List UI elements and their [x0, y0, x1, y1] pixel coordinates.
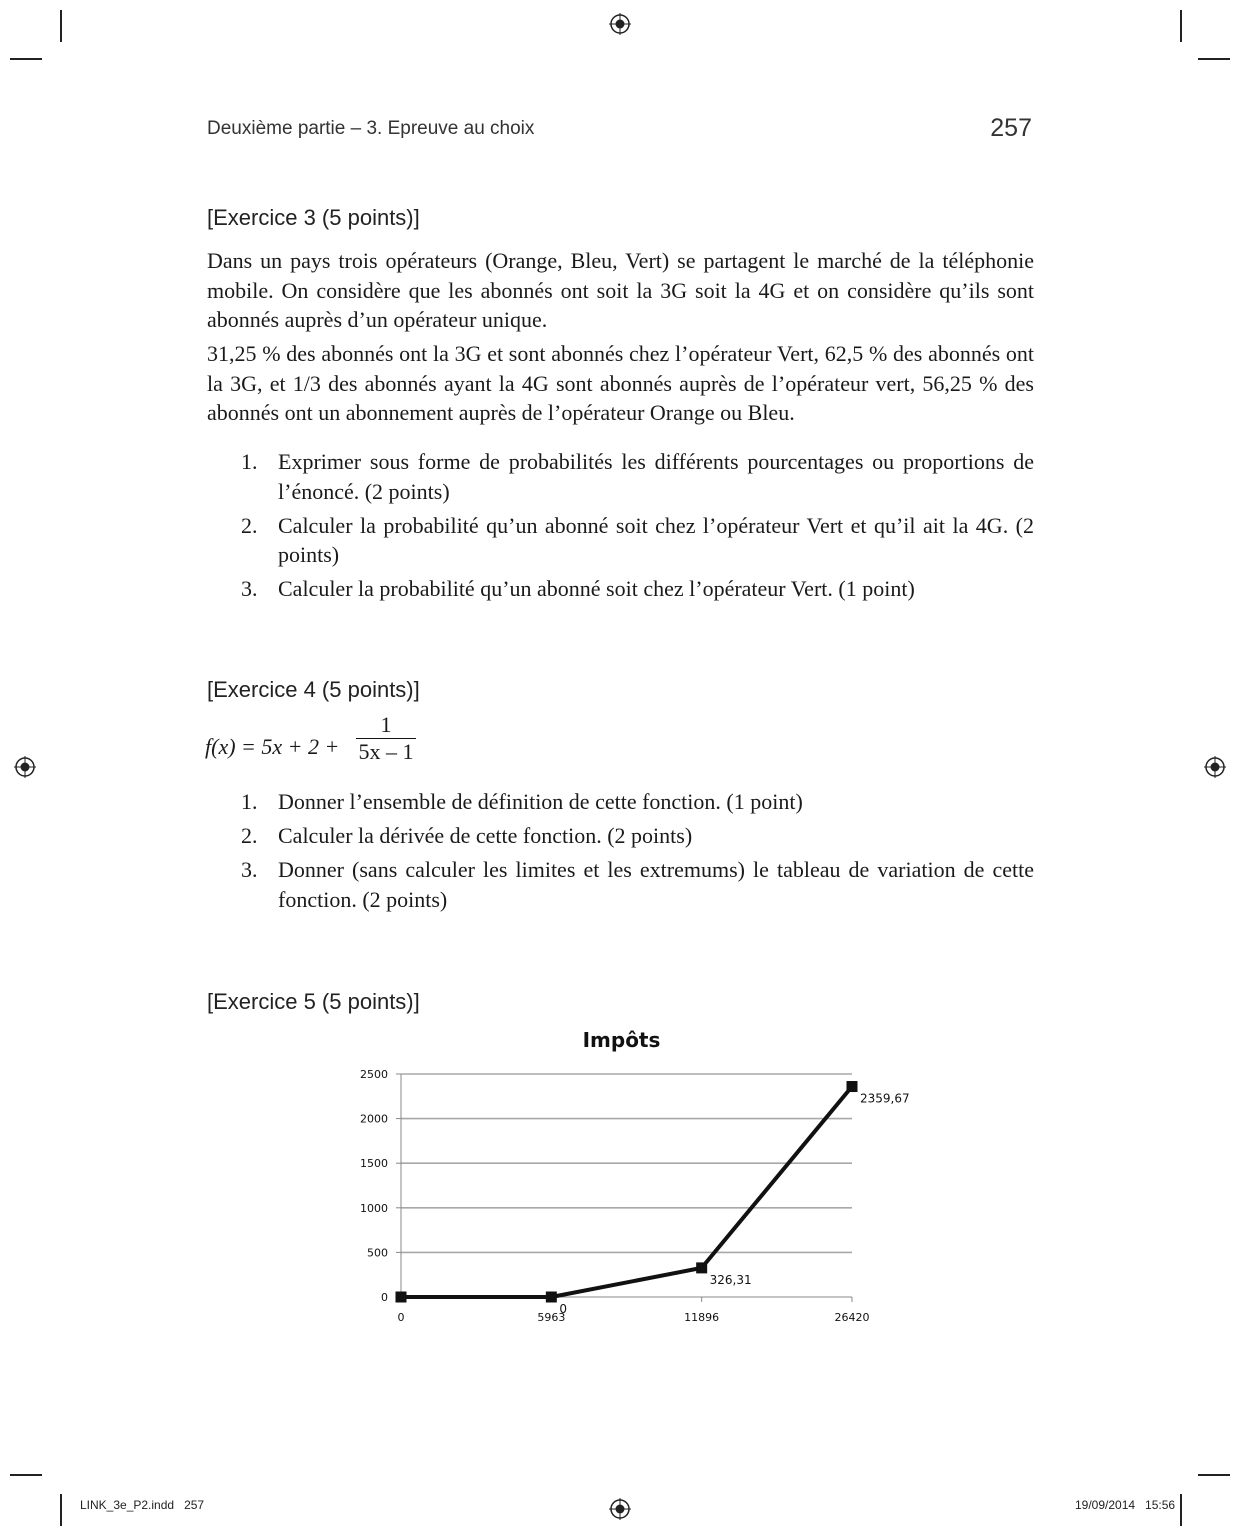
question-item — [207, 447, 1034, 506]
question-number: 3. — [241, 576, 258, 601]
question-text: Donner l’ensemble de définition de cette fonction. (1 point) — [278, 789, 803, 814]
formula-denominator: 5x – 1 — [358, 739, 414, 764]
data-label: 326,31 — [709, 1272, 752, 1287]
registration-mark-icon — [609, 13, 631, 35]
exercise-4-title: [Exercice 4 (5 points)] — [207, 677, 420, 702]
crop-mark — [1180, 10, 1182, 42]
page-number: 257 — [990, 114, 1032, 142]
question-item — [207, 821, 1034, 851]
formula-lhs: f(x) = 5x + 2 + — [205, 734, 340, 759]
question-number: 1. — [241, 789, 258, 814]
crop-mark — [60, 1494, 62, 1526]
registration-mark-icon — [1204, 756, 1226, 778]
y-tick-label: 2000 — [360, 1112, 388, 1126]
registration-mark-icon — [14, 756, 36, 778]
x-tick-label: 26420 — [834, 1311, 870, 1324]
registration-mark-icon — [609, 1498, 631, 1520]
crop-mark — [1198, 58, 1230, 60]
footer-file-name: LINK_3e_P2.indd 257 — [80, 1498, 205, 1512]
chart-title: Impôts — [582, 1028, 661, 1052]
exercise-4-questions — [207, 787, 1034, 919]
running-head: Deuxième partie – 3. Epreuve au choix — [207, 118, 535, 139]
function-formula — [205, 712, 465, 768]
impots-chart — [340, 1020, 910, 1340]
y-tick-label: 1000 — [360, 1201, 388, 1215]
crop-mark — [1198, 1474, 1230, 1476]
formula-fraction — [353, 712, 419, 765]
y-tick-label: 500 — [367, 1246, 388, 1260]
question-item — [207, 574, 1034, 604]
data-point-marker — [396, 1292, 407, 1303]
crop-mark — [10, 1474, 42, 1476]
data-point-marker — [847, 1081, 858, 1092]
footer-date: 19/09/2014 15:56 — [1075, 1498, 1176, 1512]
crop-mark — [60, 10, 62, 42]
y-tick-label: 0 — [381, 1291, 388, 1304]
data-label: 2359,67 — [860, 1091, 910, 1106]
data-point-marker — [546, 1292, 557, 1303]
question-text: Calculer la dérivée de cette fonction. (2 points) — [278, 823, 693, 848]
question-number: 2. — [241, 512, 258, 538]
exercise-3-paragraph-2: 31,25 % des abonnés ont la 3G et sont abonnés chez l’opérateur Vert, 62,5 % des abonnés ont la 3G, et 1/3 des abonnés ayant la 4G sont abonnés auprès de l’opérateur vert, 56,25 % des abonnés ont un abonnement auprès de l’opérateur Orange ou Bleu. — [207, 341, 1034, 425]
question-text: Calculer la probabilité qu’un abonné soit chez l’opérateur Vert et qu’il ait la 4G. (2 points) — [278, 512, 1034, 567]
question-text: Donner (sans calculer les limites et les extremums) le tableau de variation de cette fonction. (2 points) — [278, 857, 1034, 912]
exercise-5-title: [Exercice 5 (5 points)] — [207, 989, 420, 1014]
question-text: Exprimer sous forme de probabilités les différents pourcentages ou proportions de l’énoncé. (2 points) — [278, 449, 1034, 504]
exercise-3-questions — [207, 447, 1034, 608]
data-label: 0 — [559, 1302, 567, 1316]
x-tick-label: 5963 — [537, 1311, 566, 1324]
y-tick-label: 2500 — [360, 1068, 388, 1081]
data-point-marker — [696, 1262, 707, 1273]
y-tick-label: 1500 — [360, 1157, 388, 1171]
exercise-3-paragraph-1: Dans un pays trois opérateurs (Orange, Bleu, Vert) se partagent le marché de la téléphonie mobile. On considère que les abonnés ont soit la 3G soit la 4G et on considère qu’ils sont abonnés auprès d’un opérateur unique. — [207, 248, 1034, 332]
question-item — [207, 511, 1034, 570]
question-number: 3. — [241, 857, 258, 882]
question-text: Calculer la probabilité qu’un abonné soit chez l’opérateur Vert. (1 point) — [278, 576, 915, 601]
crop-mark — [1180, 1494, 1182, 1526]
x-tick-label: 0 — [397, 1311, 405, 1324]
question-item — [207, 787, 1034, 817]
x-tick-label: 11896 — [684, 1311, 720, 1324]
formula-numerator: 1 — [380, 712, 392, 737]
question-number: 1. — [241, 449, 258, 474]
crop-mark — [10, 58, 42, 60]
question-number: 2. — [241, 823, 258, 848]
exercise-3-title: [Exercice 3 (5 points)] — [207, 205, 420, 230]
chart-svg — [340, 1020, 910, 1340]
question-item — [207, 855, 1034, 914]
